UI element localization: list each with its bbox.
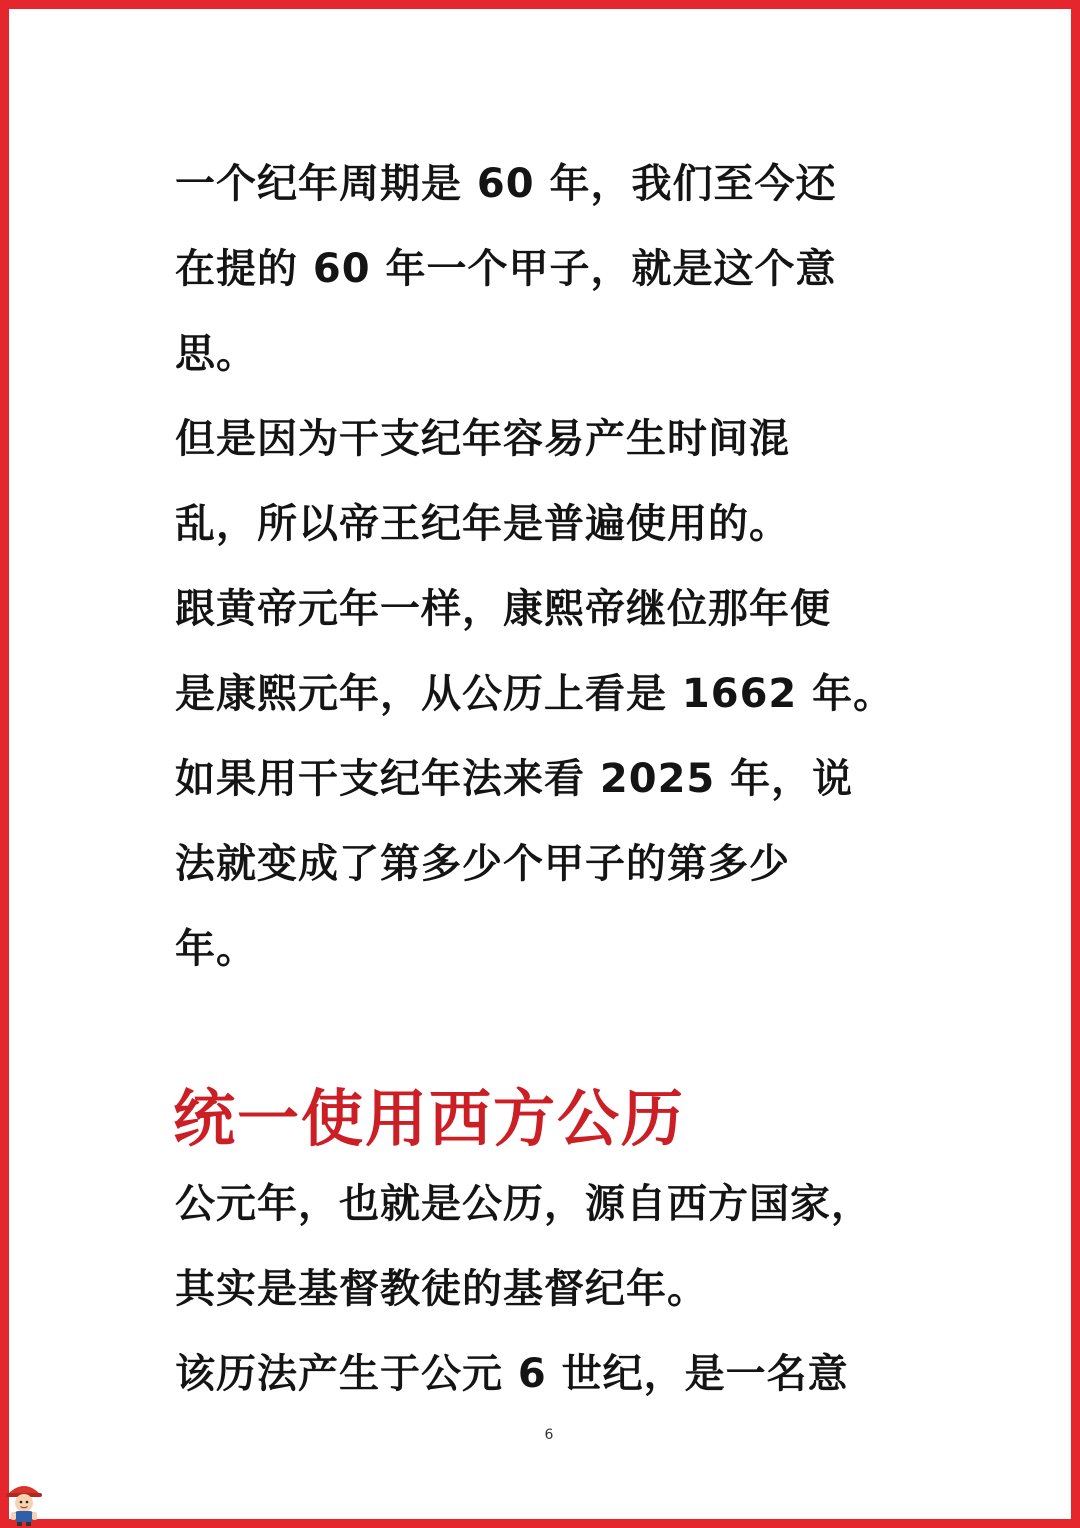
cartoon-mascot-icon bbox=[2, 1478, 46, 1526]
paragraph-origin: 该历法产生于公元 6 世纪，是一名意 bbox=[175, 1351, 849, 1397]
paragraph-regnal-calendar: 但是因为干支纪年容易产生时间混 乱，所以帝王纪年是普遍使用的。 bbox=[175, 416, 790, 547]
paragraph-kangxi: 跟黄帝元年一样，康熙帝继位那年便 是康熙元年，从公历上看是 1662 年。 bbox=[175, 586, 895, 717]
section-heading: 统一使用西方公历 bbox=[173, 1082, 686, 1155]
paragraph-gregorian: 公元年，也就是公历，源自西方国家， 其实是基督教徒的基督纪年。 bbox=[175, 1181, 872, 1312]
page-number: 6 bbox=[544, 1427, 554, 1443]
paragraph-sexagenary-cycle: 一个纪年周期是 60 年，我们至今还 在提的 60 年一个甲子，就是这个意 思。 bbox=[175, 161, 837, 377]
paragraph-2025: 如果用干支纪年法来看 2025 年，说 法就变成了第多少个甲子的第多少 年。 bbox=[175, 756, 854, 972]
